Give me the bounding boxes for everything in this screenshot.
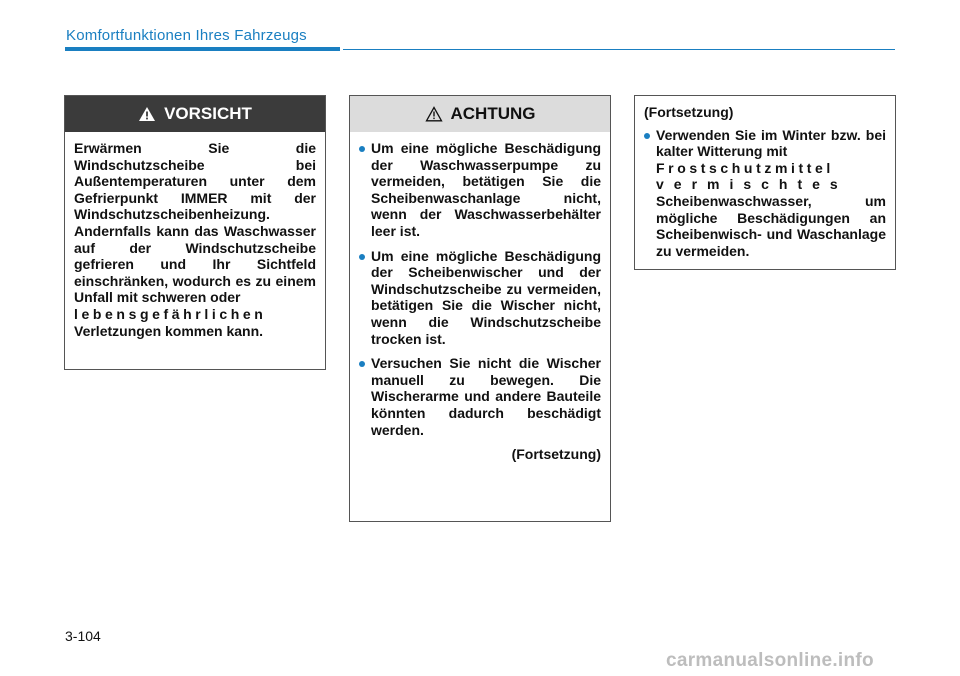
notice-item bbox=[359, 248, 601, 348]
notice-item-text: Um eine mögliche Beschädigung der Waschwasserpumpe zu vermeiden, betätigen Sie die Scheibenwaschanlage nicht, wenn der Waschwasserbehälter leer ist. bbox=[371, 140, 601, 239]
continuation-text-end: Scheibenwaschwasser, um mögliche Beschädigungen an Scheibenwisch- und Waschanlage zu vermeiden. bbox=[656, 192, 886, 259]
page-number: 3-104 bbox=[65, 628, 101, 644]
caution-header bbox=[65, 96, 325, 132]
warning-triangle-icon bbox=[138, 106, 156, 122]
caution-text: Erwärmen Sie die Windschutzscheibe bei Außentemperaturen unter dem Gefrierpunkt IMMER mit der Windschutzscheibenheizung. Andernfalls kann das Waschwasser auf der Windschutzscheibe gefrieren und Ihr Sichtfeld einschränken, wodurch es zu einem Unfall mit schweren oder bbox=[74, 140, 316, 306]
continuation-text-spaced: Frostschutzmittel bbox=[656, 159, 834, 176]
continuation-box bbox=[634, 95, 896, 270]
caution-text-spaced: lebensgefährlichen bbox=[74, 305, 267, 322]
notice-box bbox=[349, 95, 611, 522]
notice-header bbox=[350, 96, 610, 132]
notice-item-text: Um eine mögliche Beschädigung der Scheibenwischer und der Windschutzscheibe zu vermeiden, betätigen Sie die Wischer nicht, wenn die Windschutzscheibe trocken ist. bbox=[371, 247, 601, 347]
header-rule-thick bbox=[65, 47, 340, 51]
bullet-icon bbox=[359, 146, 365, 152]
caution-box bbox=[64, 95, 326, 370]
warning-triangle-icon bbox=[425, 106, 443, 122]
notice-item bbox=[359, 355, 601, 438]
continuation-heading: (Fortsetzung) bbox=[644, 104, 734, 120]
bullet-icon bbox=[359, 254, 365, 260]
continuation-item bbox=[644, 127, 886, 260]
continued-label: (Fortsetzung) bbox=[511, 446, 601, 463]
notice-item bbox=[359, 140, 601, 240]
continuation-text: Verwenden Sie im Winter bzw. bei kalter Witterung mit bbox=[656, 126, 886, 160]
notice-label: ACHTUNG bbox=[450, 104, 536, 123]
continuation-text-spaced: vermischtes bbox=[656, 176, 848, 193]
notice-item-text: Versuchen Sie nicht die Wischer manuell zu bewegen. Die Wischerarme und andere Bauteile könnten dadurch beschädigt werden. bbox=[371, 355, 601, 438]
caution-label: VORSICHT bbox=[164, 104, 252, 123]
caution-text-end: Verletzungen kommen kann. bbox=[74, 322, 264, 339]
bullet-icon bbox=[359, 361, 365, 367]
watermark: carmanualsonline.info bbox=[666, 650, 874, 671]
section-title: Komfortfunktionen Ihres Fahrzeugs bbox=[66, 27, 307, 44]
bullet-icon bbox=[644, 133, 650, 139]
header-rule-thin bbox=[343, 49, 895, 50]
